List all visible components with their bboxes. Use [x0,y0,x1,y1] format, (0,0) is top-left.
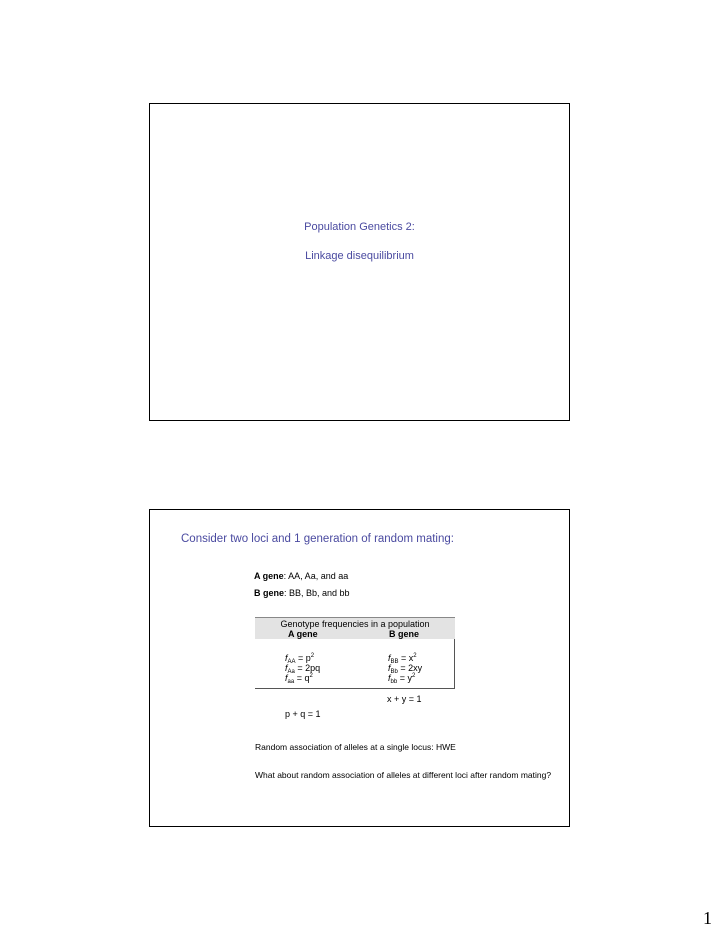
gene-b-genotypes: : BB, Bb, and bb [284,588,350,598]
slide-heading: Consider two loci and 1 generation of random mating: [181,533,454,545]
formula-f-aa-homozygous-recessive: $f_{aa} = q^2$ [285,673,313,685]
gene-b-line [254,588,350,598]
gene-a-label: A gene [254,571,284,581]
slide-2 [149,509,570,827]
table-caption: Genotype frequencies in a population [280,619,430,629]
slide-title-line-2: Linkage disequilibrium [305,250,414,262]
note-question: What about random association of alleles at different loci after random mating? [255,770,552,780]
page-number: 1 [703,908,712,928]
sum-equation-b: x + y = 1 [387,694,422,704]
gene-a-line [254,571,348,581]
formula-f-aa-heterozygous: $f_{Aa} = 2pq$ [285,663,321,675]
gene-b-label: B gene [254,588,285,598]
slide-1 [149,103,570,421]
sum-equation-a: p + q = 1 [285,709,321,719]
gene-a-genotypes: : AA, Aa, and aa [283,571,349,581]
formula-f-bb-heterozygous: $f_{Bb} = 2xy$ [388,663,423,675]
table-header [255,617,455,639]
formula-f-bb-homozygous-recessive: $f_{bb} = y^2$ [388,673,416,685]
formula-f-aa-homozygous-dominant: $f_{AA} = p^2$ [285,653,315,665]
column-header-b-gene: B gene [389,629,420,639]
column-header-a-gene: A gene [288,629,318,639]
formula-f-bb-homozygous-dominant: $f_{BB} = x^2$ [388,653,417,665]
slide-title-line-1: Population Genetics 2: [304,221,415,233]
genotype-frequency-table [255,617,455,689]
note-hwe: Random association of alleles at a single locus: HWE [255,742,456,752]
